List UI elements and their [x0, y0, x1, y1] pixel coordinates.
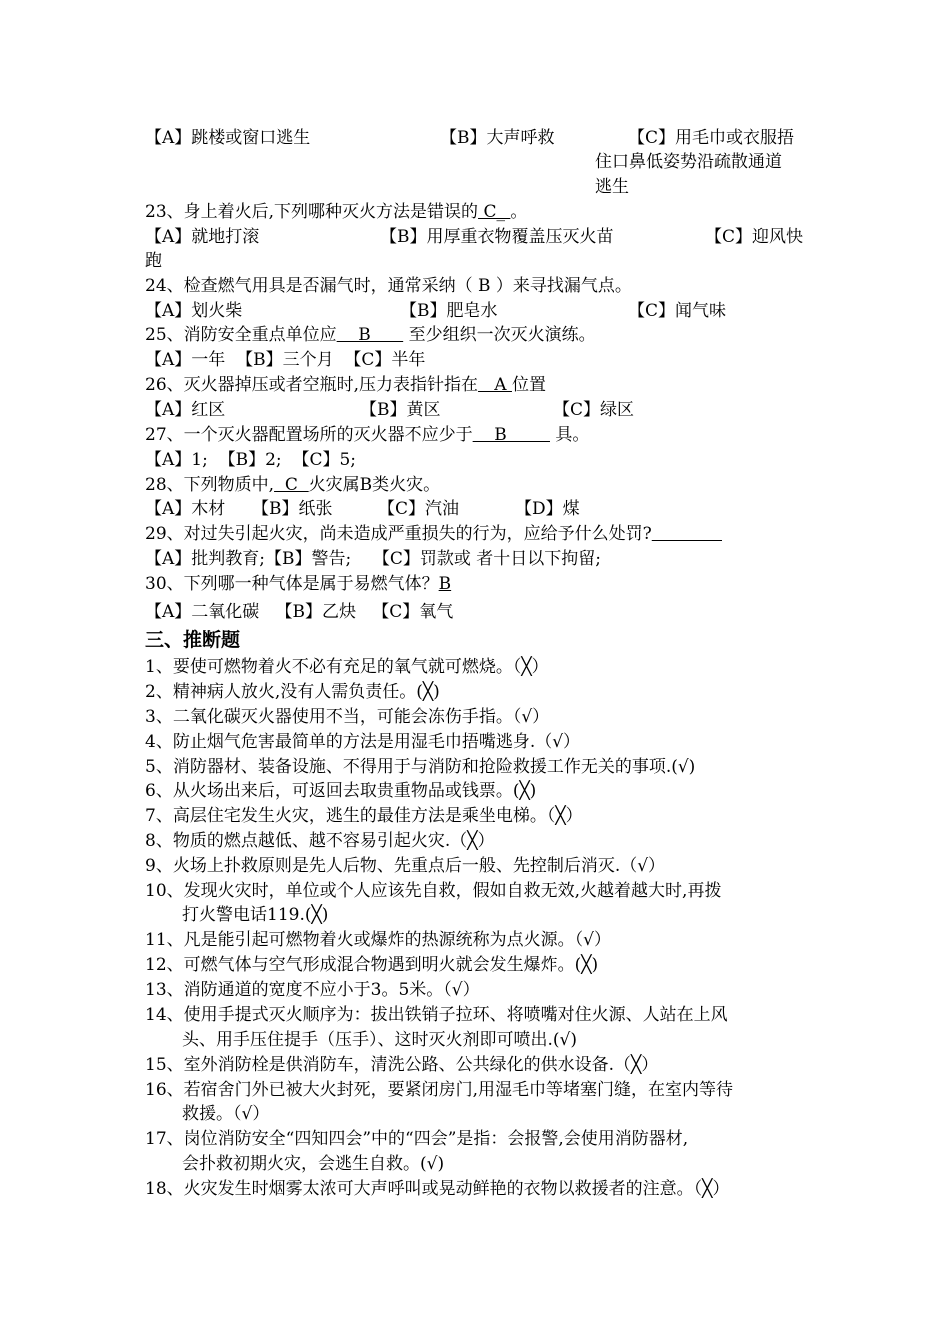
q29-stem: 29、对过失引起火灾，尚未造成严重损失的行为，应给予什么处罚?	[145, 522, 722, 546]
q22-option-b: 【B】大声呼救	[440, 128, 555, 148]
judge-item-2: 2、精神病人放火,没有人需负责任。(╳)	[145, 682, 440, 702]
judge-item-17-line2: 会扑救初期火灾，会逃生自救。(√)	[182, 1154, 445, 1174]
judge-item-13: 13、消防通道的宽度不应小于3。5米。（√）	[145, 980, 480, 1000]
judge-item-4: 4、防止烟气危害最简单的方法是用湿毛巾捂嘴逃身.（√）	[145, 732, 581, 752]
q30-options: 【A】二氧化碳 【B】乙炔 【C】氧气	[145, 602, 454, 622]
judge-item-16-line1: 16、若宿舍门外已被大火封死，要紧闭房门,用湿毛巾等堵塞门缝，在室内等待	[145, 1080, 734, 1100]
q24-stem: 24、检查燃气用具是否漏气时，通常采纳（ B ）来寻找漏气点。	[145, 276, 632, 296]
q29-answer-blank	[652, 524, 722, 544]
q28-option-a: 【A】木材	[145, 499, 226, 519]
q23-stem: 23、身上着火后,下列哪种灭火方法是错误的 C_ 。	[145, 202, 528, 222]
q25-options: 【A】一年 【B】三个月 【C】半年	[145, 350, 426, 370]
q29-options: 【A】批判教育;【B】警告; 【C】罚款或 者十日以下拘留;	[145, 549, 601, 569]
q27-options: 【A】1; 【B】2; 【C】5;	[145, 450, 357, 470]
judge-item-16-line2: 救援。（√）	[182, 1104, 270, 1124]
q28-answer-blank: C	[274, 475, 309, 495]
q23-option-c-line1: 【C】迎风快	[705, 227, 804, 247]
q26-option-c: 【C】绿区	[553, 400, 635, 420]
judge-item-17-line1: 17、岗位消防安全“四知四会”中的“四会”是指：会报警,会使用消防器材,	[145, 1129, 689, 1149]
judge-item-10-line1: 10、发现火灾时，单位或个人应该先自救，假如自救无效,火越着越大时,再拨	[145, 881, 722, 901]
q28-option-c: 【C】汽油	[378, 499, 460, 519]
q24-option-b: 【B】肥皂水	[400, 301, 498, 321]
q28-stem: 28、下列物质中, C 火灾属B类火灾。	[145, 475, 441, 495]
q30-answer-blank: B	[438, 574, 452, 594]
judge-item-9: 9、火场上扑救原则是先人后物、先重点后一般、先控制后消灭.（√）	[145, 856, 666, 876]
q25-answer-blank: B	[336, 325, 404, 345]
judge-item-6: 6、从火场出来后，可返回去取贵重物品或钱票。(╳)	[145, 781, 537, 801]
judge-item-14-line2: 头、用手压住提手（压手）、这时灭火剂即可喷出.(√)	[182, 1030, 577, 1050]
q22-option-c-line1: 【C】用毛巾或衣服捂	[628, 128, 795, 148]
q23-answer-blank: C_	[478, 202, 511, 222]
judge-item-12: 12、可燃气体与空气形成混合物遇到明火就会发生爆炸。(╳)	[145, 955, 599, 975]
q22-option-a: 【A】跳楼或窗口逃生	[145, 128, 311, 148]
q25-stem: 25、消防安全重点单位应 B 至少组织一次灭火演练。	[145, 325, 596, 345]
q23-option-b: 【B】用厚重衣物覆盖压灭火苗	[380, 227, 614, 247]
judge-item-5: 5、消防器材、装备设施、不得用于与消防和抢险救援工作无关的事项.(√)	[145, 757, 696, 777]
q22-option-c-line2: 住口鼻低姿势沿疏散通道	[595, 152, 782, 172]
judge-item-15: 15、室外消防栓是供消防车，清洗公路、公共绿化的供水设备.（╳）	[145, 1055, 659, 1075]
q30-stem: 30、下列哪一种气体是属于易燃气体？B	[145, 574, 452, 594]
q26-stem: 26、灭火器掉压或者空瓶时,压力表指针指在 A 位置	[145, 375, 546, 395]
q24-option-a: 【A】划火柴	[145, 301, 243, 321]
q26-option-b: 【B】黄区	[360, 400, 441, 420]
judge-item-10-line2: 打火警电话119.(╳)	[182, 905, 329, 925]
judge-item-14-line1: 14、使用手提式灭火顺序为：拔出铁销子拉环、将喷嘴对住火源、人站在上风	[145, 1005, 728, 1025]
q23-option-c-line2: 跑	[145, 251, 162, 271]
judge-item-3: 3、二氧化碳灭火器使用不当，可能会冻伤手指。（√）	[145, 707, 550, 727]
q26-answer-blank: A	[478, 375, 512, 395]
judge-item-11: 11、凡是能引起可燃物着火或爆炸的热源统称为点火源。（√）	[145, 930, 611, 950]
section-title: 三、推断题	[145, 629, 241, 651]
judge-item-8: 8、物质的燃点越低、越不容易引起火灾.（╳）	[145, 831, 495, 851]
q28-option-d: 【D】煤	[515, 499, 580, 519]
q28-option-b: 【B】纸张	[252, 499, 333, 519]
q27-stem: 27、一个灭火器配置场所的灭火器不应少于 B 具。	[145, 425, 590, 445]
q24-option-c: 【C】闻气味	[628, 301, 727, 321]
q26-option-a: 【A】红区	[145, 400, 226, 420]
judge-item-1: 1、要使可燃物着火不必有充足的氧气就可燃烧。（╳）	[145, 657, 549, 677]
q27-answer-blank: B	[472, 425, 550, 445]
judge-item-7: 7、高层住宅发生火灾，逃生的最佳方法是乘坐电梯。（╳）	[145, 806, 583, 826]
judge-item-18: 18、火灾发生时烟雾太浓可大声呼叫或晃动鲜艳的衣物以救援者的注意。（╳）	[145, 1179, 730, 1199]
q23-option-a: 【A】就地打滚	[145, 227, 260, 247]
q22-option-c-line3: 逃生	[595, 177, 629, 197]
